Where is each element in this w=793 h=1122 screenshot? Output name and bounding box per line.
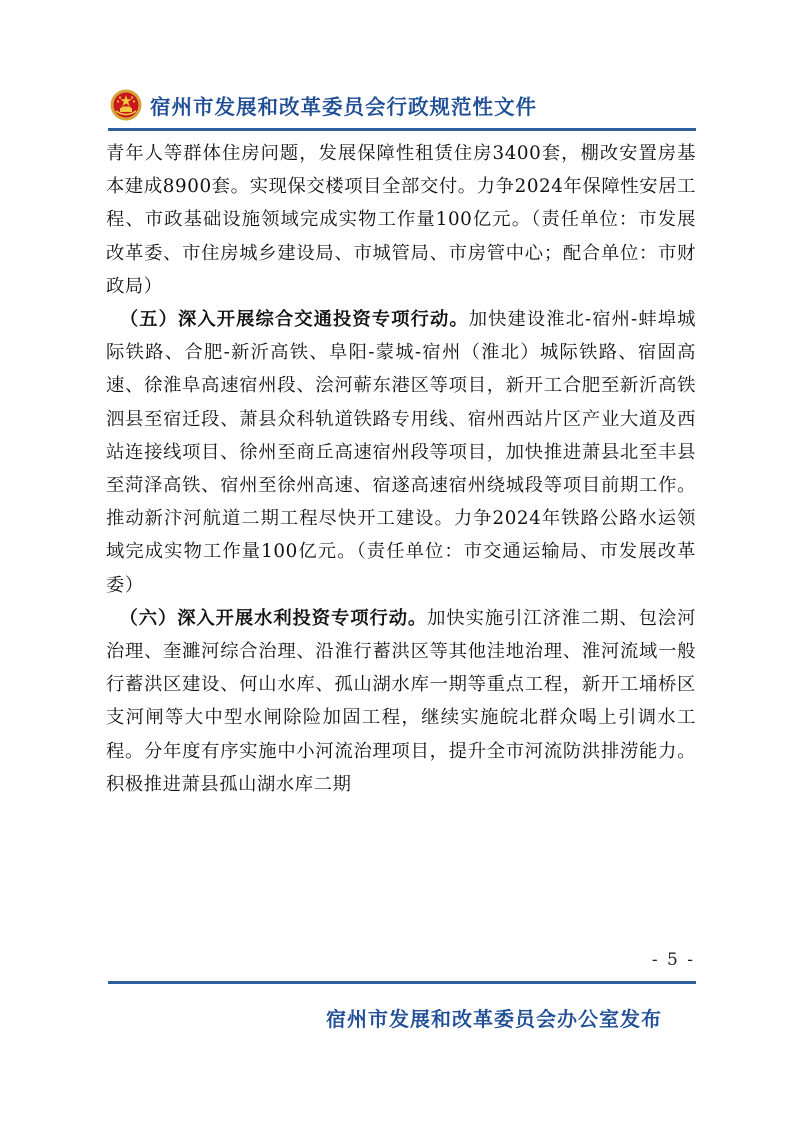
body-paragraph bbox=[106, 602, 696, 801]
page-number: - 5 - bbox=[651, 950, 695, 970]
footer-divider bbox=[108, 981, 696, 984]
section-text: 加快建设淮北-宿州-蚌埠城际铁路、合肥-新沂高铁、阜阳-蒙城-宿州（淮北）城际铁路、宿固高速、徐淮阜高速宿州段、浍河蕲东港区等项目，新开工合肥至新沂高铁泗县至宿迁段、萧县众科轨道铁路专用线、宿州西站片区产业大道及西站连接线项目、徐州至商丘高速宿州段等项目，加快推进萧县北至丰县至菏泽高铁、宿州至徐州高速、宿遂高速宿州绕城段等项目前期工作。推动新汴河航道二期工程尽快开工建设。力争2024年铁路公路水运领域完成实物工作量100亿元。（责任单位：市交通运输局、市发展改革委） bbox=[106, 309, 696, 596]
body-paragraph bbox=[106, 303, 696, 602]
document-body bbox=[106, 137, 696, 801]
document-header-title: 宿州市发展和改革委员会行政规范性文件 bbox=[150, 95, 537, 119]
section-heading: （六）深入开展水利投资专项行动。 bbox=[119, 607, 428, 629]
national-emblem-icon bbox=[110, 89, 142, 121]
body-paragraph: 青年人等群体住房问题，发展保障性租赁住房3400套，棚改安置房基本建成8900套。实现保交楼项目全部交付。力争2024年保障性安居工程、市政基础设施领域完成实物工作量100亿元。（责任单位：市发展改革委、市住房城乡建设局、市城管局、市房管中心；配合单位：市财政局） bbox=[106, 143, 696, 297]
document-header bbox=[110, 86, 690, 124]
footer-publisher: 宿州市发展和改革委员会办公室发布 bbox=[326, 1007, 662, 1031]
section-text: 加快实施引江济淮二期、包浍河治理、奎濉河综合治理、沿淮行蓄洪区等其他洼地治理、淮河流域一般行蓄洪区建设、何山水库、孤山湖水库一期等重点工程，新开工埇桥区支河闸等大中型水闸除险加固工程，继续实施皖北群众喝上引调水工程。分年度有序实施中小河流治理项目，提升全市河流防洪排涝能力。积极推进萧县孤山湖水库二期 bbox=[106, 607, 696, 795]
header-divider bbox=[108, 128, 696, 131]
section-heading: （五）深入开展综合交通投资专项行动。 bbox=[119, 309, 469, 331]
